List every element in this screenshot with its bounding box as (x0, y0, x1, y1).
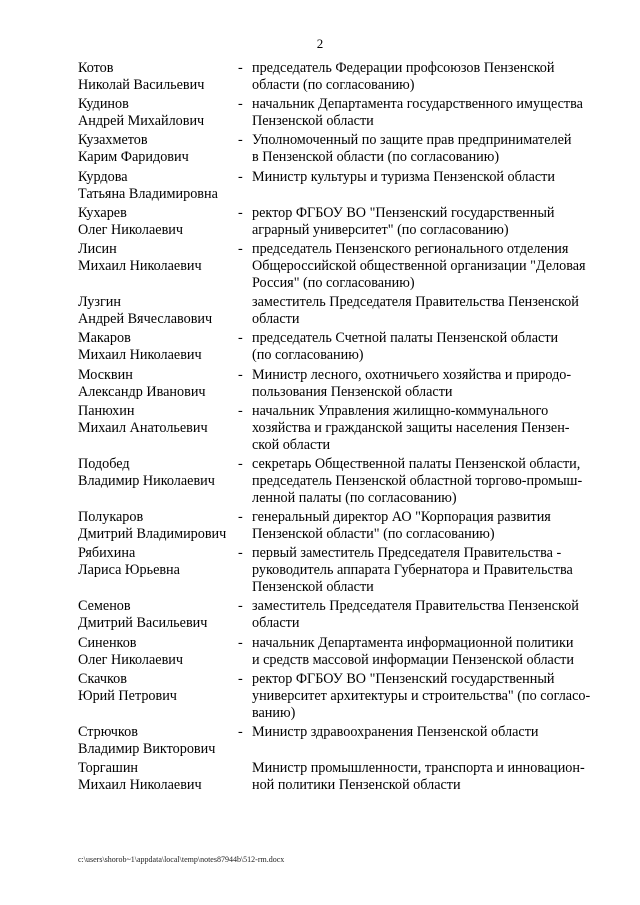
description-line: председатель Счетной палаты Пензенской области (252, 330, 559, 347)
surname: Курдова (78, 168, 128, 185)
list-item (78, 545, 598, 596)
surname: Подобед (78, 455, 130, 472)
surname: Стрючков (78, 724, 138, 740)
description-line: Министр лесного, охотничьего хозяйства и природо- (252, 366, 572, 383)
description-line: генеральный директор АО "Корпорация развития (252, 509, 551, 526)
given-names: Дмитрий Васильевич (78, 615, 208, 632)
surname: Макаров (78, 330, 131, 347)
dash-separator: - (238, 509, 243, 526)
dash-separator: - (238, 634, 243, 651)
description-line: заместитель Председателя Правительства Пензенской (252, 294, 579, 311)
given-names: Михаил Анатольевич (78, 419, 208, 436)
description-line: области (по согласованию) (252, 77, 415, 93)
surname: Москвин (78, 366, 133, 383)
dash-separator: - (238, 724, 243, 740)
surname: Скачков (78, 670, 127, 687)
list-item (78, 456, 598, 507)
given-names: Олег Николаевич (78, 221, 184, 238)
person-name (78, 545, 238, 596)
given-names: Николай Васильевич (78, 77, 205, 93)
member-list (78, 60, 598, 796)
position-description (252, 724, 598, 758)
description-line: аграрный университет" (по согласованию) (252, 221, 509, 238)
position-description (252, 60, 598, 94)
list-item (78, 169, 598, 203)
description-line: Уполномоченный по защите прав предпринимателей (252, 132, 572, 149)
dash-separator: - (238, 204, 243, 221)
position-description (252, 598, 598, 632)
surname: Кухарев (78, 204, 127, 221)
surname: Торгашин (78, 760, 139, 777)
surname: Лузгин (78, 294, 121, 311)
description-line: Пензенской области (252, 579, 374, 596)
given-names: Михаил Николаевич (78, 257, 202, 274)
person-name (78, 724, 238, 758)
position-description (252, 760, 598, 794)
description-line: секретарь Общественной палаты Пензенской области, (252, 455, 581, 472)
position-description (252, 635, 598, 669)
given-names: Александр Иванович (78, 383, 206, 400)
description-line: ректор ФГБОУ ВО "Пензенский государственный (252, 204, 555, 221)
person-name (78, 132, 238, 166)
position-description (252, 330, 598, 364)
list-item (78, 294, 598, 328)
person-name (78, 60, 238, 94)
dash-separator: - (238, 60, 243, 76)
position-description (252, 456, 598, 507)
list-item (78, 509, 598, 543)
description-line: ной политики Пензенской области (252, 777, 461, 794)
description-line: хозяйства и гражданской защиты населения Пензен- (252, 419, 570, 436)
position-description (252, 205, 598, 239)
list-item (78, 241, 598, 292)
position-description (252, 169, 598, 203)
surname: Котов (78, 60, 114, 76)
list-item (78, 403, 598, 454)
surname: Лисин (78, 240, 117, 257)
person-name (78, 330, 238, 364)
description-line: председатель Пензенского регионального отделения (252, 240, 569, 257)
dash-separator: - (238, 96, 243, 113)
description-line: ленной палаты (по согласованию) (252, 489, 457, 506)
position-description (252, 241, 598, 292)
description-line: Общероссийской общественной организации "Деловая (252, 257, 586, 274)
person-name (78, 169, 238, 203)
description-line: Пензенской области" (по согласованию) (252, 526, 495, 543)
description-line: председатель Пензенской областной торгово-промыш- (252, 472, 583, 489)
list-item (78, 760, 598, 794)
person-name (78, 509, 238, 543)
description-line: Пензенской области (252, 113, 374, 130)
person-name (78, 635, 238, 669)
position-description (252, 367, 598, 401)
position-description (252, 96, 598, 130)
person-name (78, 294, 238, 328)
list-item (78, 96, 598, 130)
given-names: Михаил Николаевич (78, 347, 202, 364)
description-line: ванию) (252, 704, 296, 721)
person-name (78, 367, 238, 401)
surname: Синенков (78, 634, 137, 651)
surname: Панюхин (78, 402, 135, 419)
given-names: Михаил Николаевич (78, 777, 202, 794)
list-item (78, 724, 598, 758)
dash-separator: - (238, 132, 243, 149)
list-item (78, 132, 598, 166)
description-line: заместитель Председателя Правительства Пензенской (252, 598, 579, 615)
dash-separator: - (238, 455, 243, 472)
person-name (78, 96, 238, 130)
description-line: области (252, 615, 300, 632)
list-item (78, 367, 598, 401)
description-line: ректор ФГБОУ ВО "Пензенский государственный (252, 670, 555, 687)
given-names: Карим Фаридович (78, 149, 189, 166)
list-item (78, 671, 598, 722)
description-line: начальник Департамента государственного имущества (252, 96, 583, 113)
position-description (252, 294, 598, 328)
person-name (78, 671, 238, 722)
given-names: Татьяна Владимировна (78, 185, 218, 202)
given-names: Владимир Николаевич (78, 472, 215, 489)
page-number: 2 (316, 36, 324, 51)
surname: Кудинов (78, 96, 129, 113)
surname: Полукаров (78, 509, 144, 526)
dash-separator: - (238, 402, 243, 419)
position-description (252, 132, 598, 166)
given-names: Лариса Юрьевна (78, 562, 180, 579)
dash-separator: - (238, 598, 243, 615)
position-description (252, 545, 598, 596)
description-line: университет архитектуры и строительства" (по согласо- (252, 687, 591, 704)
person-name (78, 241, 238, 292)
dash-separator: - (238, 168, 243, 185)
dash-separator: - (238, 366, 243, 383)
footer-file-path: c:\users\shorob~1\appdata\local\temp\notes87944b\512-rm.docx (78, 855, 285, 864)
dash-separator (238, 760, 252, 794)
description-line: начальник Управления жилищно-коммунального (252, 402, 549, 419)
description-line: Министр здравоохранения Пензенской области (252, 724, 539, 740)
description-line: Министр промышленности, транспорта и инновацион- (252, 760, 585, 777)
description-line: Министр культуры и туризма Пензенской области (252, 168, 555, 185)
person-name (78, 205, 238, 239)
position-description (252, 403, 598, 454)
dash-separator (238, 294, 252, 328)
surname: Кузахметов (78, 132, 148, 149)
person-name (78, 760, 238, 794)
person-name (78, 456, 238, 507)
person-name (78, 598, 238, 632)
surname: Семенов (78, 598, 131, 615)
given-names: Дмитрий Владимирович (78, 526, 227, 543)
description-line: председатель Федерации профсоюзов Пензенской (252, 60, 555, 76)
description-line: первый заместитель Председателя Правительства - (252, 545, 562, 562)
dash-separator: - (238, 545, 243, 562)
person-name (78, 403, 238, 454)
list-item (78, 60, 598, 94)
given-names: Юрий Петрович (78, 687, 177, 704)
given-names: Андрей Вячеславович (78, 311, 213, 328)
description-line: Россия" (по согласованию) (252, 274, 415, 291)
given-names: Владимир Викторович (78, 741, 216, 757)
description-line: руководитель аппарата Губернатора и Правительства (252, 562, 573, 579)
description-line: и средств массовой информации Пензенской области (252, 651, 574, 668)
given-names: Андрей Михайлович (78, 113, 205, 130)
dash-separator: - (238, 240, 243, 257)
description-line: области (252, 311, 300, 328)
description-line: ской области (252, 436, 331, 453)
list-item (78, 598, 598, 632)
dash-separator: - (238, 330, 243, 347)
list-item (78, 330, 598, 364)
position-description (252, 509, 598, 543)
description-line: пользования Пензенской области (252, 383, 453, 400)
dash-separator: - (238, 670, 243, 687)
description-line: (по согласованию) (252, 347, 364, 364)
description-line: в Пензенской области (по согласованию) (252, 149, 500, 166)
list-item (78, 635, 598, 669)
list-item (78, 205, 598, 239)
description-line: начальник Департамента информационной политики (252, 634, 574, 651)
position-description (252, 671, 598, 722)
surname: Рябихина (78, 545, 136, 562)
given-names: Олег Николаевич (78, 651, 184, 668)
